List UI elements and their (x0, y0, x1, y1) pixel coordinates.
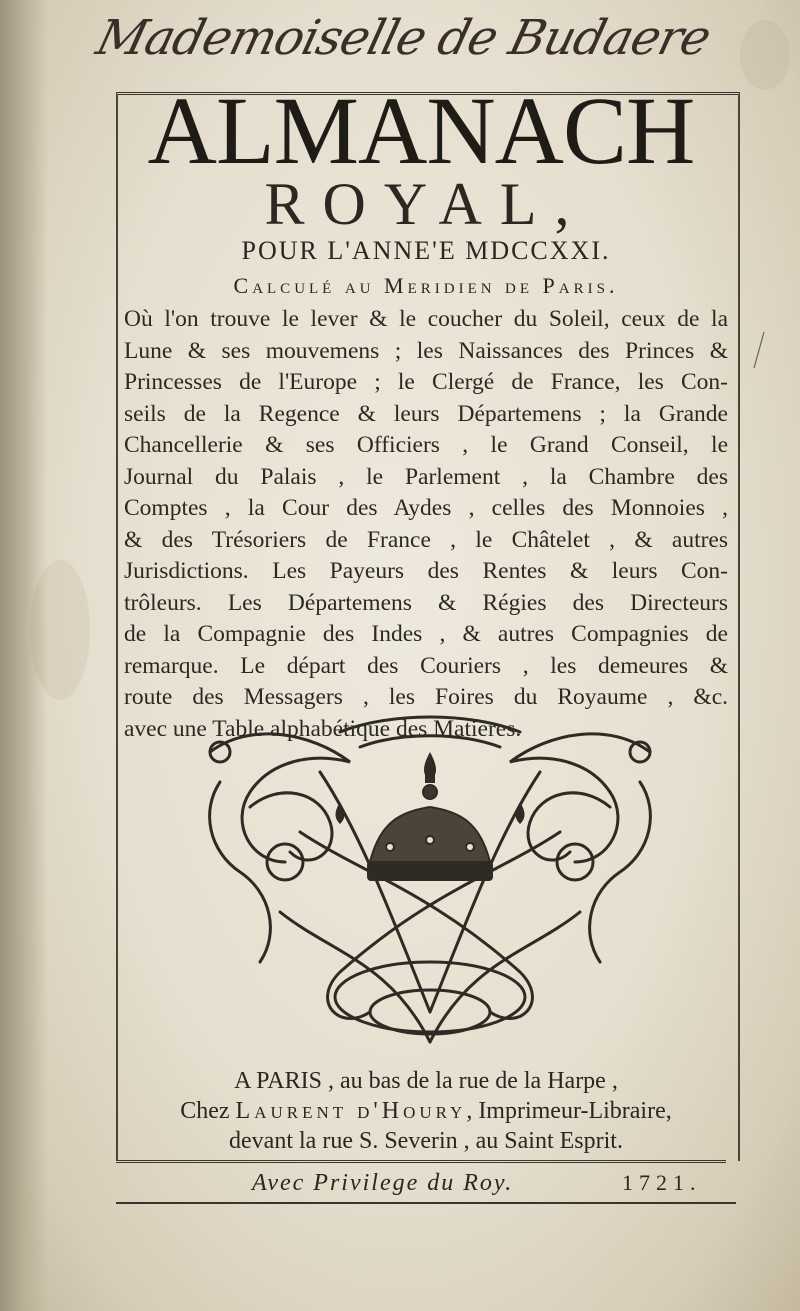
printer-title: , Imprimeur-Libraire, (466, 1098, 672, 1124)
imprint-printer-line (116, 1096, 736, 1126)
printer-name: Laurent d'Houry (235, 1098, 467, 1124)
body-line: trôleurs. Les Départemens & Régies des Directeurs (124, 589, 728, 616)
title-meridian-line: Calculé au Meridien de Paris. (233, 273, 619, 298)
royal-crown-monogram-ornament (190, 712, 670, 1057)
royal-privilege: Avec Privilege du Roy. (252, 1170, 514, 1196)
body-line: Lune & ses mouvemens ; les Naissances des Princes & (124, 337, 728, 364)
title-year-line: POUR L'ANNE'E MDCCXXI. (241, 236, 611, 265)
title-royal: ROYAL, (264, 171, 588, 237)
divider-rule (116, 1160, 726, 1163)
title-almanach: ALMANACH (147, 77, 695, 184)
body-line: Journal du Palais , le Parlement , la Chambre des (124, 463, 728, 490)
publication-year: 1721. (622, 1170, 702, 1195)
paper-stain (740, 20, 790, 90)
imprint-city-line: A PARIS , au bas de la rue de la Harpe , (234, 1068, 618, 1094)
body-line: Princesses de l'Europe ; le Clergé de France, les Con- (124, 369, 728, 395)
pencil-mark (752, 330, 766, 370)
body-line: remarque. Le départ des Couriers , les demeures & (124, 652, 728, 679)
imprint (116, 1066, 736, 1156)
imprint-prefix: Chez (180, 1098, 230, 1124)
handwritten-signature: Mademoiselle de Budaere (91, 10, 716, 66)
paper-stain (30, 560, 90, 700)
body-line: de la Compagnie des Indes , & autres Compagnies de (124, 621, 728, 647)
body-line: avec une Table alphabétique des Matieres. (124, 715, 522, 742)
body-line: Chancellerie & ses Officiers , le Grand Conseil, le (124, 432, 728, 458)
divider-rule (116, 1202, 736, 1204)
contents-description (124, 304, 728, 745)
body-line: route des Messagers , les Foires du Royaume , &c. (124, 684, 728, 710)
imprint-address-line: devant la rue S. Severin , au Saint Esprit. (229, 1128, 623, 1154)
body-line: seils de la Regence & leurs Départemens ; la Grande (124, 400, 728, 427)
body-line: Jurisdictions. Les Payeurs des Rentes & leurs Con- (124, 558, 728, 584)
body-line: Où l'on trouve le lever & le coucher du Soleil, ceux de la (124, 306, 728, 332)
body-line: & des Trésoriers de France , le Châtelet , & autres (124, 526, 728, 553)
body-line: Comptes , la Cour des Aydes , celles des Monnoies , (124, 495, 728, 521)
